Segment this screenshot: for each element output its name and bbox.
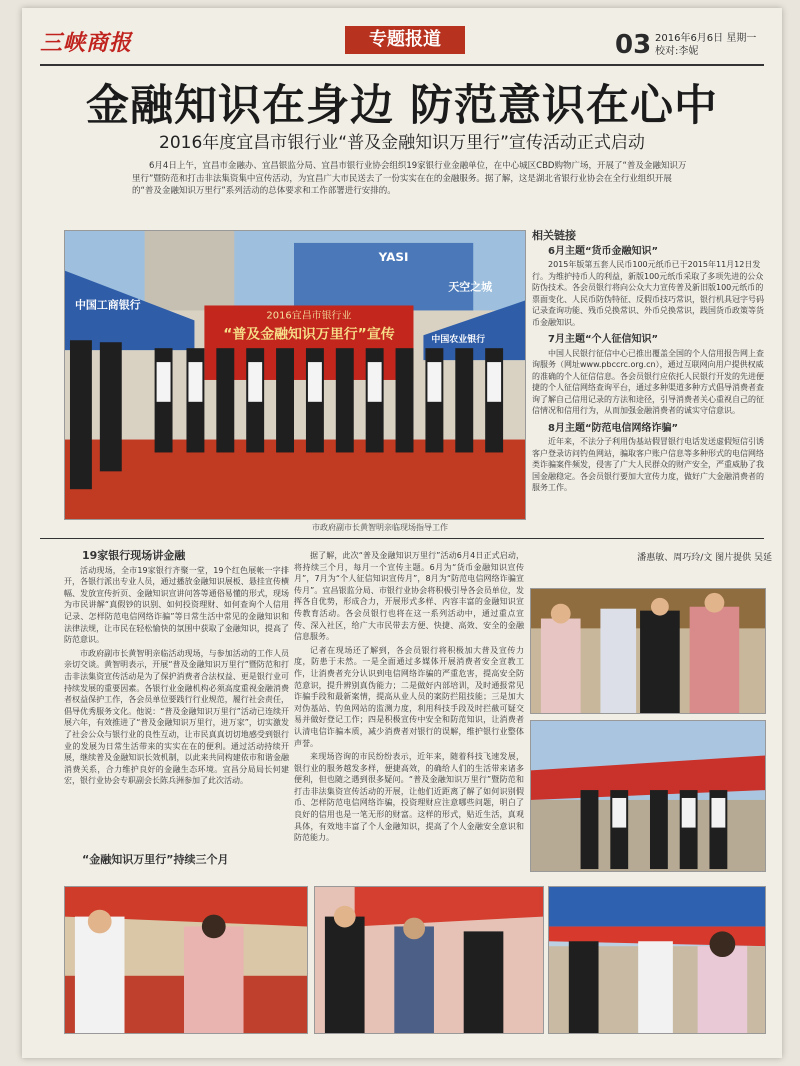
dateline (655, 32, 775, 58)
masthead (40, 22, 764, 66)
page-number: 03 (615, 30, 652, 60)
sidebar-item-body: 中国人民银行征信中心已推出覆盖全国的个人信用报告网上查询服务（网址www.pbccrc.org.cn），通过互联网向用户提供权威的准确的个人征信信息。各会员银行应依托人民银行开发的先进便捷的个人征信网络查询平台，通过多种渠道多种方式倡导消费者查询了解自己信用记录的方法和途径，引导消费者关心重视自己的征信情况和信用行为，从而加强金融消费者的诚实守信意识。 (532, 348, 764, 415)
sidebar-item-title: 7月主题“个人征信知识” (548, 334, 659, 345)
banner-top-text: 2016宜昌市银行业 (266, 310, 352, 322)
photo-booth-visit (530, 720, 766, 872)
newspaper-page (22, 8, 782, 1058)
tent-left-text: 中国工商银行 (74, 298, 141, 312)
article-column-2 (294, 550, 524, 880)
main-photo (64, 230, 526, 520)
divider (40, 538, 764, 539)
sidebar-item-body: 2015年版第五套人民币100元纸币已于2015年11月12日发行。为维护持币人的利益，新版100元纸币采取了多项先进的公众防伪技术。各会员银行将向公众大力宣传普及新旧版100元纸币的票面变化、人民币防伪特征、反假币技巧常识，银行机具冠字号码记录查询功能、残币兑换常识、外币兑换常识，践国货币政策等货币金融知识。 (532, 260, 764, 327)
tent-right-text: 中国农业银行 (431, 335, 486, 346)
main-photo-caption: 市政府副市长黄智明亲临现场指导工作 (312, 523, 448, 532)
building-sign: YASI (378, 249, 409, 264)
newspaper-logo: 三峡商报 (40, 30, 133, 56)
headline: 金融知识在身边 防范意识在心中 (86, 81, 718, 131)
lead-paragraph: 6月4日上午，宜昌市金融办、宜昌银监分局、宜昌市银行业协会组织19家银行业金融单位，在中心城区CBD购物广场，开展了“普及金融知识万里行”暨防范和打击非法集资集中宣传活动，为宜昌广大市民送去了一份实实在在的金融服务。据了解，这是湖北省银行业协会在全行业组织开展的“普及金融知识万里行”系列活动的总体要求和工作部署进行安排的。 (132, 161, 687, 196)
issue-date: 2016年6月6日 星期一 (655, 33, 757, 44)
article-paragraph: 市政府副市长黄智明亲临活动现场，与参加活动的工作人员亲切交谈。黄智明表示，开展“普及金融知识万里行”暨防范和打击非法集资宣传活动是为了保护消费者合法权益、更是银行业可持续发展的重要因素。各银行业金融机构必须高度重视金融消费者权益保护工作，各会员单位要践行行业规范，履行社会责任，倡导优秀服务文化。他说：“普及金融知识万里行”活动已连续开展六年，有效推进了“普及金融知识万里行，进万家”，切实激发了社会公众与银行业的良性互动，让市民真真切切地感受到银行业的发展为日常生活带来的实实在在的便利。通过活动持续开展，继续普及金融知识长效机制，以此来共同构建依市和谐金融消费关系，合力维护良好的金融生态环境。宜昌分局局长何建宏，银行业协会专职副会长陈兵洲参加了此次活动。 (64, 648, 289, 786)
article-paragraph: 来现场咨询的市民纷纷表示，近年来，随着科技飞速发展，银行业的服务越发多样，便捷高效，的确给人们的生活带来诸多便利，但也随之遇到很多疑问。“普及金融知识万里行”暨防范和打击非法集资宣传活动的开展，让他们近距离了解了如何识别假币、怎样防范电信网络诈骗，投资理财应注意哪些问题，明白了良好的信用也是一笔无形的财富。这样的形式，贴近生活，真观具体，有效地丰富了个人金融知识，提高了个人金融安全意识和防范能力。 (294, 752, 524, 843)
proofreader: 校对:李妮 (655, 46, 699, 57)
article-paragraph: 记者在现场还了解到，各会员银行将积极加大普及宣传力度，防患于未然。一是全面通过多媒体开展消费者安全宣教工作，让消费者充分认识到电信网络诈骗的严重危害，提高安全防范意识，提升辨别真伪能力；二是做好内部培训，及时通报常见诈骗手段和最新案情，提高从业人员的案防拦阻技能；三是加大对伪基站、钓鱼网站的监测力度，利用科技手段及时拦截可疑交易并做好登记工作；四是积极宣传中安全和防范知识，让消费者认清电信诈骗本质，减少消费者对银行的误解，维护银行业整体声誉。 (294, 645, 524, 748)
sidebar-item-title: 8月主题“防范电信网络诈骗” (548, 422, 679, 434)
article-column-1 (64, 550, 289, 882)
building-sign-2: 天空之城 (448, 280, 493, 294)
photo-bottom-3 (548, 886, 766, 1034)
section-heading: 19家银行现场讲金融 (82, 549, 186, 562)
sidebar-item-title: 6月主题“货币金融知识” (548, 245, 659, 257)
related-links-sidebar (532, 230, 764, 540)
photo-officials (530, 588, 766, 714)
sidebar-item-body: 近年来，不法分子利用伪基站假冒银行电话发送虚假短信引诱客户登录访问钓鱼网站，骗取客户账户信息等多种形式的电信网络类诈骗案件频发，侵害了广大人民群众的财产安全，严重威胁了我国金融稳定。各会员银行要加大宣传力度，做好广大金融消费者的服务工作。 (532, 437, 764, 492)
subheadline: 2016年度宜昌市银行业“普及金融知识万里行”宣传活动正式启动 (159, 133, 645, 153)
section-heading: “金融知识万里行”持续三个月 (82, 853, 229, 866)
article-paragraph: 据了解，此次“普及金融知识万里行”活动6月4日正式启动，将持续三个月，每月一个宣传主题。6月为“货币金融知识宣传月”，7月为“个人征信知识宣传月”，8月为“防范电信网络诈骗宣传月”。宜昌银监分局、市银行业协会将积极引导各会员单位，发挥各自优势，形成合力，开展形式多样、内容丰富的金融知识宣传教育活动。各会员银行也将在这一系列活动中，通过重点宣传、深入社区，给广大市民带去方便、快捷、高效、安全的金融信息服务。 (294, 551, 524, 642)
sidebar-label: 相关链接 (532, 229, 576, 242)
article-paragraph: 活动现场，全市19家银行齐聚一堂，19个红色展帐一字排开，各银行派出专业人员，通过播放金融知识展板、悬挂宣传横幅、发放宣传折页、金融知识宣讲问答等通俗易懂的形式，现场为市民讲解“真假钞的识别、如何投资理财、如何查询个人信用记录、怎样防范电信网络诈骗”等日常生活中常见的金融知识和法律法规，让市民在轻松愉快的氛围中获取了金融知识，提高了防范意识。 (64, 565, 289, 645)
article-column-1-end (64, 854, 289, 888)
banner-main-text: “普及金融知识万里行”宣传 (223, 326, 395, 343)
photo-bottom-2 (314, 886, 544, 1034)
byline: 潘惠敏、周巧玲/文 图片提供 吴延 (637, 553, 772, 563)
photo-bottom-1 (64, 886, 308, 1034)
section-label: 专题报道 (345, 26, 465, 54)
